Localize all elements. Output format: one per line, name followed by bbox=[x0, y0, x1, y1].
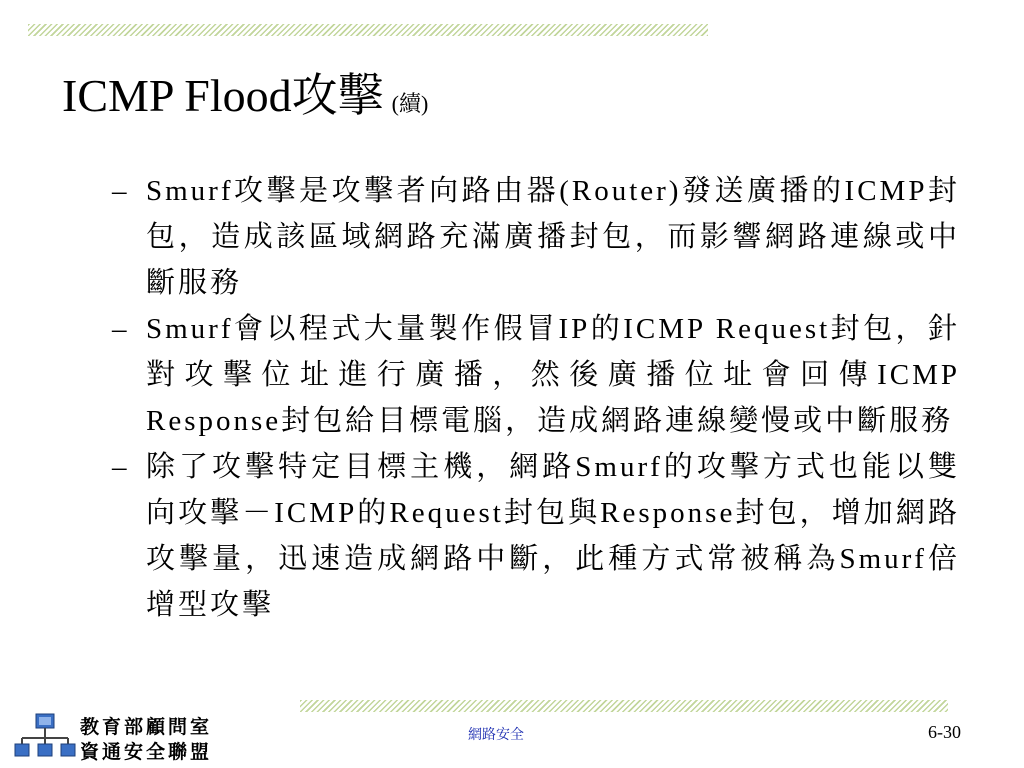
bullet-list bbox=[110, 168, 960, 628]
page-number: 6-30 bbox=[928, 722, 961, 742]
bullet-item bbox=[110, 306, 960, 444]
bullet-text: Smurf會以程式大量製作假冒IP的ICMP Request封包，針對攻擊位址進行廣播，然後廣播位址會回傳ICMP Response封包給目標電腦，造成網路連線變慢或中斷服務 bbox=[146, 313, 960, 437]
logo-text-line1: 教育部顧問室 bbox=[80, 716, 213, 738]
bullet-text: Smurf攻擊是攻擊者向路由器(Router)發送廣播的ICMP封包，造成該區域網路充滿廣播封包，而影響網路連線或中斷服務 bbox=[146, 175, 960, 299]
logo-text-line2: 資通安全聯盟 bbox=[80, 741, 213, 763]
top-decorative-band bbox=[28, 24, 708, 36]
slide-title bbox=[62, 66, 428, 134]
footer-logo bbox=[14, 712, 224, 762]
footer-center-text: 網路安全 bbox=[468, 728, 524, 743]
bullet-text: 除了攻擊特定目標主機，網路Smurf的攻擊方式也能以雙向攻擊－ICMP的Request封包與Response封包，增加網路攻擊量，迅速造成網路中斷，此種方式常被稱為Smurf倍增型攻擊 bbox=[146, 451, 960, 621]
bullet-dash: – bbox=[112, 451, 130, 483]
slide-title-continued: (續) bbox=[391, 91, 429, 116]
slide-title-main: ICMP Flood攻擊 bbox=[62, 70, 384, 121]
bullet-item bbox=[110, 444, 960, 628]
bottom-decorative-band bbox=[300, 700, 948, 712]
bullet-dash: – bbox=[112, 313, 130, 345]
bullet-item bbox=[110, 168, 960, 306]
bullet-dash: – bbox=[112, 175, 130, 207]
network-logo-icon bbox=[14, 712, 76, 762]
